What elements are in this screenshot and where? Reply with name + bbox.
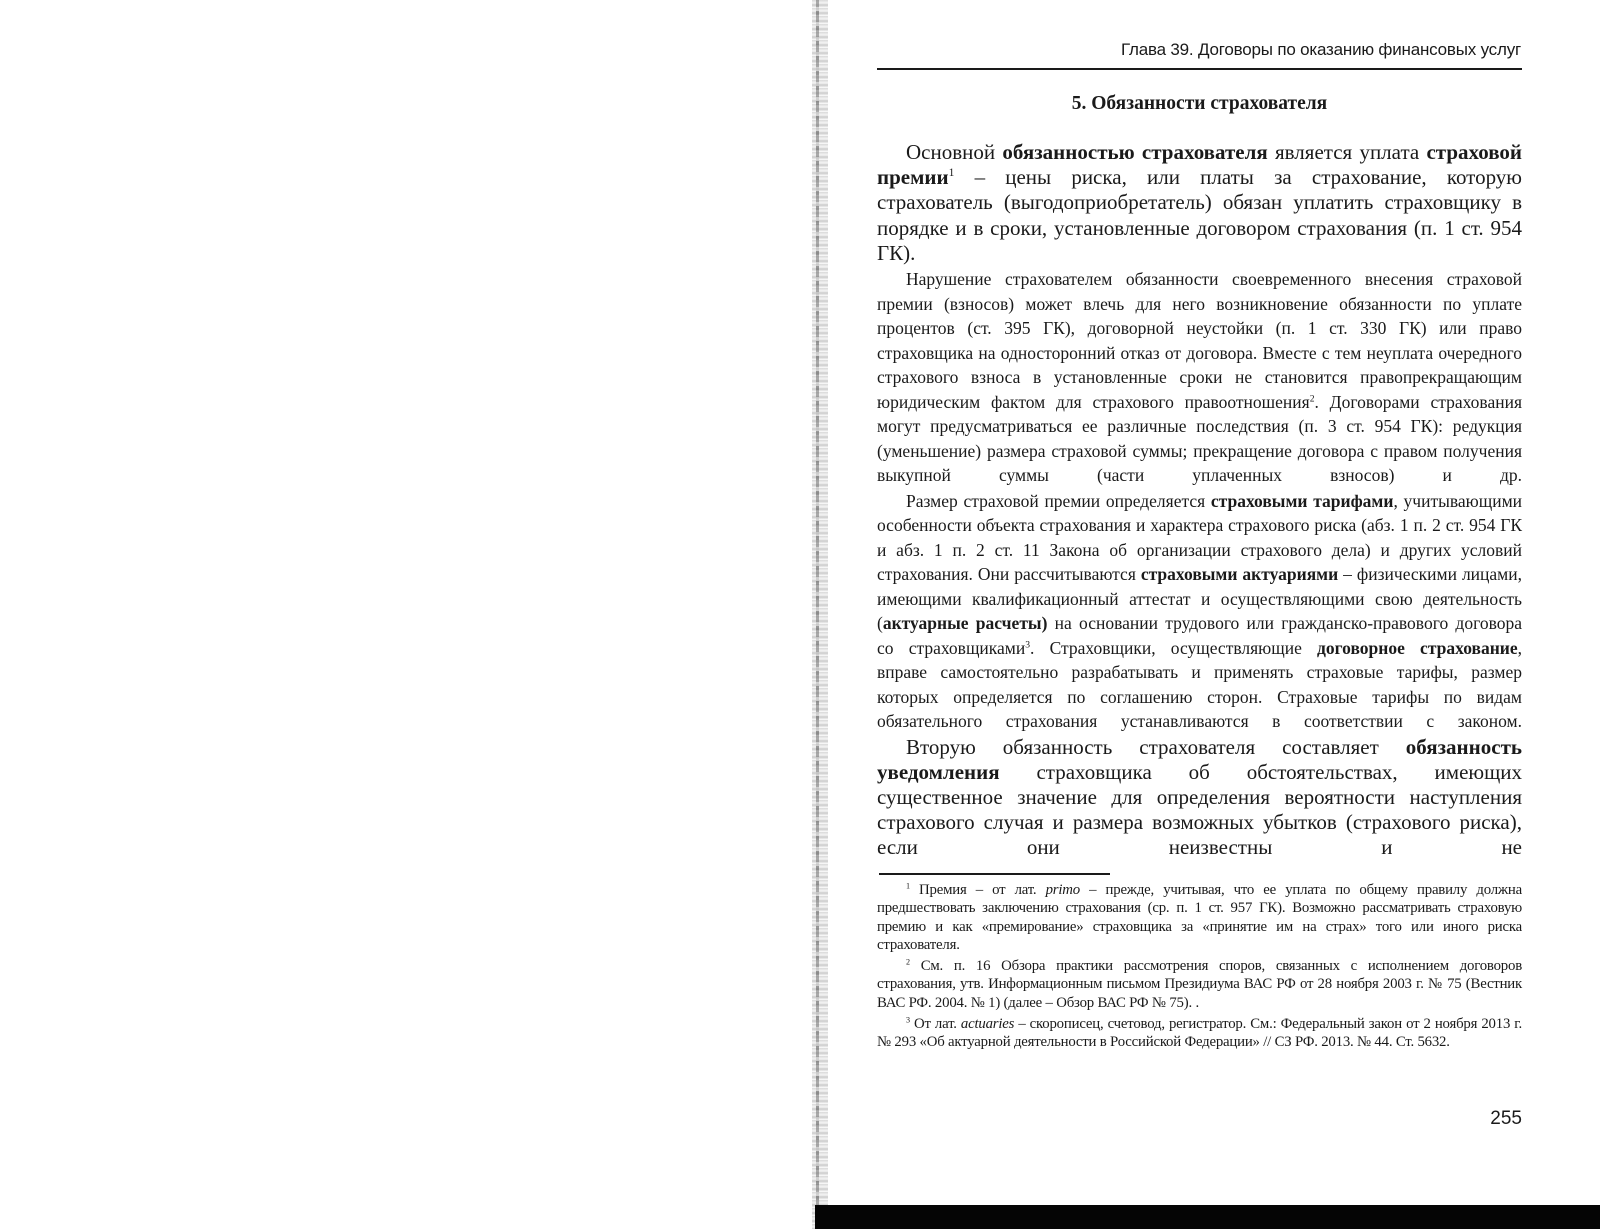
footnote-number: 2 [906, 957, 910, 967]
page-number: 255 [1490, 1108, 1522, 1129]
paragraph-4 [877, 735, 1522, 861]
main-text [877, 140, 1522, 862]
bold-term: договорное страхование [1317, 637, 1518, 658]
text: – скорописец, счетовод, регистратор. См.: Федеральный закон от 2 ноября 2013 г. № 293 «Об актуарной деятельности в Российской Федерации» // СЗ РФ. 2013. № 44. Ст. 5632. [877, 1016, 1523, 1051]
footnote-ref-3: 3 [1025, 638, 1031, 650]
section-title: 5. Обязанности страхователя [1071, 93, 1328, 114]
footnote-2 [877, 957, 1522, 1012]
bold-term: актуарные расчеты) [882, 613, 1048, 634]
footnote-ref-2: 2 [1309, 392, 1315, 404]
paragraph-3 [877, 489, 1522, 734]
bold-term: страховыми тарифами [1210, 490, 1394, 511]
footnote-3 [877, 1015, 1522, 1052]
text: на основании трудового или гражданско-правового договора со страховщиками [877, 613, 1522, 658]
text: См. п. 16 Обзора практики рассмотрения споров, связанных с исполнением договоров страхования, утв. Информационным письмом Президиума ВАС РФ от 28 ноября 2003 г. № 75 (Вестник ВАС РФ. 2004. № 1) (далее – Обзор ВАС РФ № 75). . [877, 958, 1522, 1011]
bold-term: страховыми актуариями [1140, 564, 1339, 585]
footnotes [877, 881, 1522, 1055]
paragraph-2 [877, 267, 1522, 488]
text: Нарушение страхователем обязанности своевременного внесения страховой премии (взносов) может влечь для него возникновение обязанности по уплате процентов (ст. 395 ГК), договорной неустойки (п. 1 ст. 330 ГК) или право страховщика на односторонний отказ от договора. Вместе с тем неуплата очередного страхового взноса в установленные сроки не становится правопрекращающим юридическим фактом для страхового правоотношения [877, 269, 1522, 412]
book-spine-shadow [812, 0, 828, 1229]
book-gutter-line [816, 0, 819, 1229]
text: является уплата [1267, 140, 1427, 164]
text: Размер страховой премии определяется [906, 490, 1211, 511]
text: Основной [906, 140, 1003, 164]
header-rule [877, 68, 1522, 70]
text: , вправе самостоятельно разрабатывать и применять страховые тарифы, размер которых определяется по соглашению сторон. Страховые тарифы по видам обязательного страхования устанавливаются в соответствии с законом. [877, 637, 1523, 732]
bold-term: обязанностью страхователя [1002, 140, 1268, 164]
scan-bottom-edge [815, 1205, 1600, 1229]
text: От лат. [909, 1016, 961, 1033]
footnote-number: 3 [906, 1015, 910, 1025]
text: Премия – от лат. [909, 882, 1046, 898]
text: , учитывающими особенности объекта страхования и характера страхового риска (абз. 1 п. 2 ст. 954 ГК и абз. 1 п. 2 ст. 11 Закона об организации страхового дела) и других условий страхования. Они рассчитываются [877, 490, 1523, 585]
bold-term: обязанность уведомления [877, 734, 1522, 784]
text: Вторую обязанность страхователя составляет [906, 734, 1406, 759]
italic-term: primo [1045, 882, 1080, 898]
text: . Страховщики, осуществляющие [1030, 637, 1318, 658]
running-head: Глава 39. Договоры по оказанию финансовых услуг [1120, 40, 1521, 59]
footnote-rule [879, 873, 1110, 875]
text: страховщика об обстоятельствах, имеющих существенное значение для определения вероятности наступления страхового случая и размера возможных убытков (страхового риска), если они неизвестны и не [877, 759, 1522, 860]
text: – цены риска, или платы за страхование, которую страхователь (выгодоприобретатель) обязан уплатить страховщику в порядке и в сроки, установленные договором страхования (п. 1 ст. 954 ГК). [877, 165, 1522, 265]
italic-term: actuaries [960, 1016, 1015, 1033]
footnote-number: 1 [906, 881, 910, 891]
footnote-ref-1: 1 [948, 167, 955, 180]
text: . Договорами страхования могут предусматриваться ее различные последствия (п. 3 ст. 954 ГК): редукция (уменьшение) размера страховой суммы; прекращение договора с правом получения выкупной суммы (части уплаченных взносов) и др. [877, 391, 1523, 486]
text: – физическими лицами, имеющими квалификационный аттестат и осуществляющими свою деятельность ( [877, 564, 1522, 634]
bold-term: страховой премии [877, 140, 1523, 190]
paragraph-1 [877, 140, 1522, 266]
footnote-1 [877, 881, 1522, 954]
text: – прежде, учитывая, что ее уплата по общему правилу должна предшествовать заключению страхования (ср. п. 1 ст. 957 ГК). Возможно рассматривать страховую премию и как «премирование» страховщика за «принятие им на страх» того или иного риска страхователя. [877, 882, 1522, 953]
